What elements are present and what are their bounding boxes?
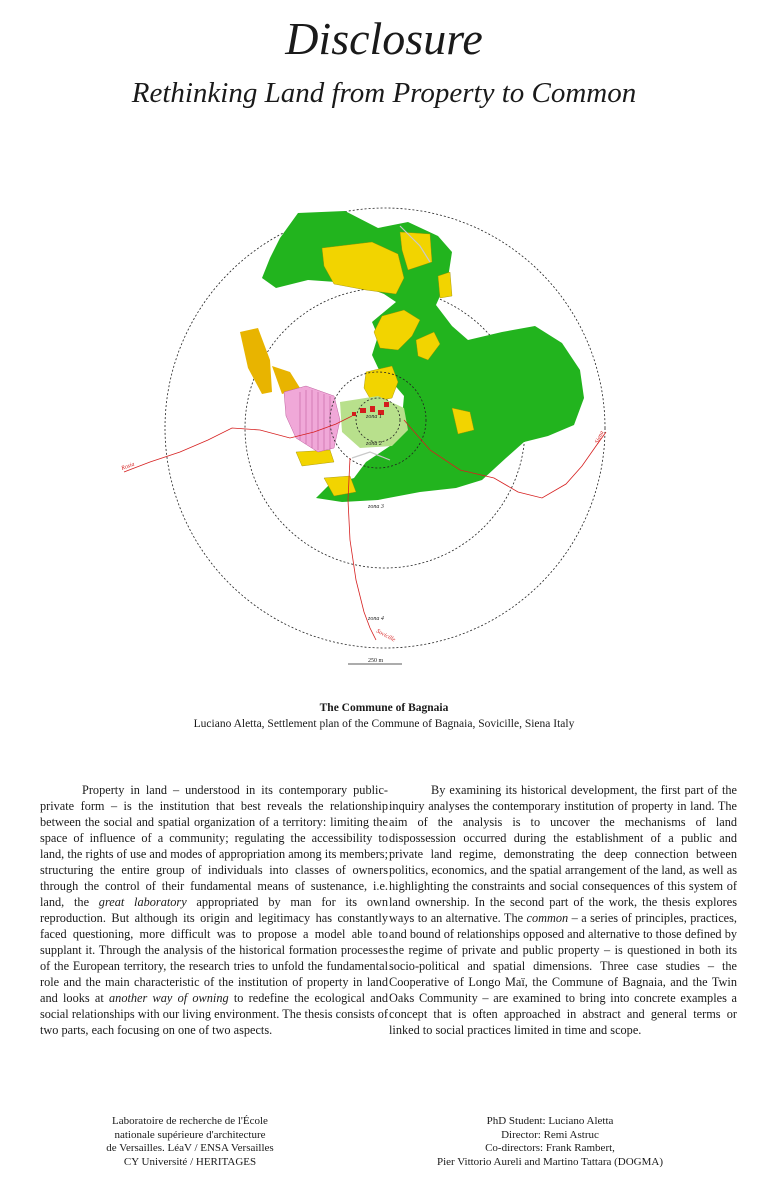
scale-label: 250 m [368, 658, 384, 664]
credit-line: nationale supérieure d'architecture [114, 1128, 266, 1141]
credit-line: Co-directors: Frank Rambert, [485, 1142, 615, 1154]
settlement-building [384, 402, 389, 407]
settlement-plan-map [0, 185, 768, 685]
field-southwest [296, 450, 334, 466]
credit-line: Laboratoire de recherche de l'École [112, 1115, 268, 1127]
page-subtitle: Rethinking Land from Property to Common [131, 77, 637, 109]
emphasis-another-way: another way of owning [109, 991, 229, 1005]
pasture-west-1 [240, 328, 272, 394]
figure-caption-title: The Commune of Bagnaia [319, 702, 449, 714]
body-column-left [40, 782, 388, 1038]
zone-4-label: zona 4 [368, 616, 384, 622]
credit-line: de Versailles. LéaV / ENSA Versailles [106, 1142, 274, 1154]
credit-line: Director: Remi Astruc [501, 1128, 599, 1141]
credit-line: Pier Vittorio Aureli and Martino Tattara (DOGMA) [436, 1155, 664, 1168]
credit-line: CY Université / HERITAGES [123, 1155, 257, 1168]
credit-line: PhD Student: Luciano Aletta [486, 1115, 614, 1127]
page-title: Disclosure [285, 13, 483, 64]
settlement-building [352, 412, 356, 416]
road-label-west: Rosia [120, 461, 136, 472]
body-column-right [389, 782, 737, 1038]
field-northeast [438, 272, 452, 298]
institution-credits [70, 1115, 310, 1169]
zone-3-label: zona 3 [368, 504, 384, 510]
emphasis-common: common [526, 911, 569, 925]
field-center [364, 366, 398, 402]
paragraph-right: By examining its historical development, the first part of the inquiry analyses the contemporary institution of property in land. The aim of the analysis is to uncover the mechanisms of land dispossession occurred during the establishment of a public and private land regime, demonstrating the deep connection between politics, economics, and the spatial arrangement of the land, as well as highlighting the constraints and social consequences of this system of land ownership. In the second part of the work, the thesis explores ways to an alternative. The common – a series of principles, practices, and bound of relationships opposed and alternative to those defined by the regime of private and public property – is questioned in both its socio-political and spatial dimensions. Three case studies – the Cooperative of Longo Maï, the Commune of Bagnaia, and the Twin Oaks Community – are examined to bring into concrete examples a concept that is often approached in abstract and general terms or linked to social practices limited in time and scope. [389, 783, 737, 1037]
zone-1-label: zona 1 [366, 414, 382, 420]
settlement-building [370, 406, 375, 412]
paragraph-left: Property in land – understood in its contemporary public-private form – is the institution that best reveals the relationship between the social and spatial organization of a territory: limiting the space of influence of a community; regulating the accessibility to land, the rights of use and modes of appropriation among its members; structuring the entire group of individuals into classes of owners through the control of their fundamental means of sustenance, i.e. land, the great laboratory appropriated by man for its own reproduction. But although its origin and legitimacy has constantly faced questioning, more difficult was to propose a model able to supplant it. Through the analysis of the historical formation processes of the European territory, the research tries to unfold the fundamental role and the main characteristic of the institution of property in land and looks at another way of owning to redefine the ecological and social relationships with our living environment. The thesis consists of two parts, each focusing on one of two aspects. [40, 783, 389, 1037]
figure-caption-subtitle: Luciano Aletta, Settlement plan of the Commune of Bagnaia, Sovicille, Siena Italy [193, 718, 575, 730]
settlement-building [360, 408, 366, 413]
zone-2-label: zona 2 [366, 441, 382, 447]
supervision-credits [400, 1115, 700, 1169]
emphasis-great-laboratory: great laboratory [98, 895, 187, 909]
road-label-east: Siena [594, 430, 606, 445]
road-label-south: Sovicille [375, 628, 397, 644]
